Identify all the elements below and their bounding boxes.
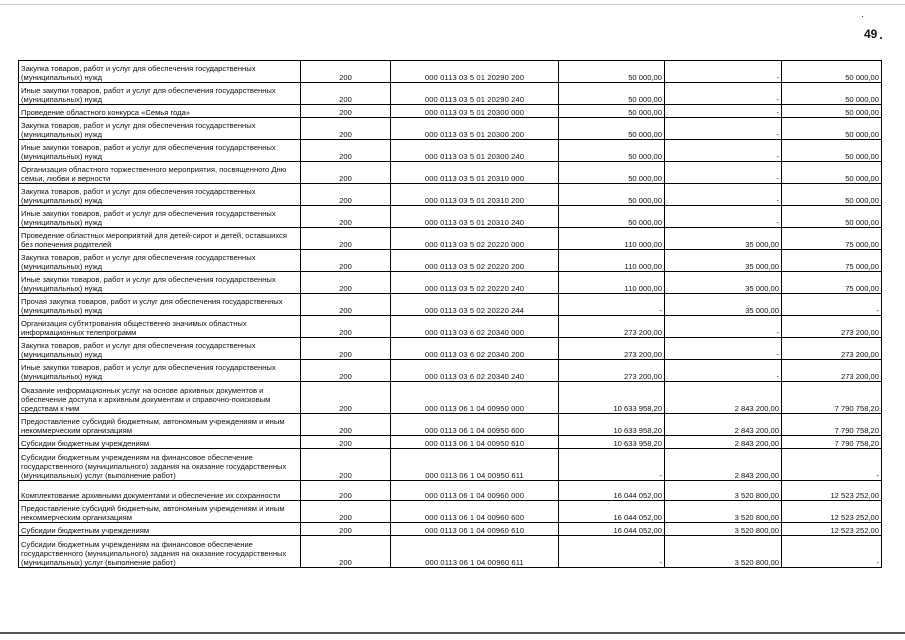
row-rest: 7 790 758,20 [782,414,882,436]
row-done: 2 843 200,00 [665,414,782,436]
row-plan: 50 000,00 [559,184,665,206]
row-code: 200 [301,338,391,360]
row-done: - [665,316,782,338]
row-code: 200 [301,61,391,83]
row-kbk: 000 0113 03 6 02 20340 000 [391,316,559,338]
row-rest: 50 000,00 [782,140,882,162]
row-rest: 12 523 252,00 [782,523,882,536]
row-name: Оказание информационных услуг на основе архивных документов и обеспечение доступа к архивным документам и справочно-поисковым средствам к ним [19,382,301,414]
row-rest: 75 000,00 [782,272,882,294]
table-row [19,250,882,272]
row-rest: - [782,294,882,316]
row-plan: 10 633 958,20 [559,382,665,414]
row-kbk: 000 0113 06 1 04 00950 600 [391,414,559,436]
row-kbk: 000 0113 06 1 04 00950 611 [391,449,559,481]
table-row [19,184,882,206]
row-name: Закупка товаров, работ и услуг для обеспечения государственных (муниципальных) нужд [19,184,301,206]
row-kbk: 000 0113 06 1 04 00950 610 [391,436,559,449]
row-plan: - [559,449,665,481]
row-done: 3 520 800,00 [665,481,782,501]
row-kbk: 000 0113 06 1 04 00960 610 [391,523,559,536]
row-kbk: 000 0113 03 5 02 20220 000 [391,228,559,250]
row-rest: 50 000,00 [782,118,882,140]
row-code: 200 [301,228,391,250]
row-rest: 50 000,00 [782,184,882,206]
row-plan: 273 200,00 [559,316,665,338]
row-rest: 50 000,00 [782,162,882,184]
row-kbk: 000 0113 03 6 02 20340 200 [391,338,559,360]
row-code: 200 [301,316,391,338]
row-rest: - [782,449,882,481]
row-done: - [665,61,782,83]
row-rest: - [782,536,882,568]
table-row [19,162,882,184]
row-done: 2 843 200,00 [665,382,782,414]
table-row [19,449,882,481]
row-name: Комплектование архивными документами и обеспечение их сохранности [19,481,301,501]
row-name: Организация субтитрования общественно значимых областных информационных телепрограмм [19,316,301,338]
table-row [19,61,882,83]
row-name: Проведение областных мероприятий для детей-сирот и детей, оставшихся без попечения родителей [19,228,301,250]
budget-table-body [19,61,882,568]
row-kbk: 000 0113 03 5 01 20290 200 [391,61,559,83]
row-done: - [665,184,782,206]
row-plan: 110 000,00 [559,228,665,250]
row-done: 35 000,00 [665,272,782,294]
row-done: 3 520 800,00 [665,523,782,536]
row-kbk: 000 0113 03 5 01 20290 240 [391,83,559,105]
row-code: 200 [301,272,391,294]
row-code: 200 [301,414,391,436]
row-code: 200 [301,184,391,206]
table-row [19,228,882,250]
row-done: - [665,83,782,105]
row-kbk: 000 0113 06 1 04 00960 600 [391,501,559,523]
row-plan: 50 000,00 [559,140,665,162]
table-row [19,501,882,523]
row-plan: 50 000,00 [559,61,665,83]
table-row [19,481,882,501]
row-name: Иные закупки товаров, работ и услуг для обеспечения государственных (муниципальных) нужд [19,83,301,105]
row-name: Иные закупки товаров, работ и услуг для обеспечения государственных (муниципальных) нужд [19,272,301,294]
row-rest: 273 200,00 [782,316,882,338]
row-name: Субсидии бюджетным учреждениям на финансовое обеспечение государственного (муниципального) задания на оказание государственных (муниципальных) услуг (выполнение работ) [19,449,301,481]
table-row [19,338,882,360]
row-plan: 50 000,00 [559,105,665,118]
row-kbk: 000 0113 03 6 02 20340 240 [391,360,559,382]
row-done: 3 520 800,00 [665,536,782,568]
row-plan: 273 200,00 [559,360,665,382]
row-kbk: 000 0113 03 5 01 20300 000 [391,105,559,118]
row-name: Проведение областного конкурса «Семья года» [19,105,301,118]
row-code: 200 [301,250,391,272]
row-code: 200 [301,162,391,184]
row-code: 200 [301,382,391,414]
row-rest: 50 000,00 [782,105,882,118]
row-plan: 50 000,00 [559,118,665,140]
table-row [19,206,882,228]
row-done: - [665,105,782,118]
row-code: 200 [301,294,391,316]
scan-speck [880,37,882,39]
table-row [19,536,882,568]
row-rest: 75 000,00 [782,250,882,272]
row-rest: 12 523 252,00 [782,481,882,501]
row-code: 200 [301,140,391,162]
row-name: Иные закупки товаров, работ и услуг для обеспечения государственных (муниципальных) нужд [19,360,301,382]
row-done: - [665,206,782,228]
row-plan: 50 000,00 [559,83,665,105]
row-kbk: 000 0113 03 5 01 20310 200 [391,184,559,206]
table-row [19,272,882,294]
row-code: 200 [301,105,391,118]
row-done: 2 843 200,00 [665,436,782,449]
table-row [19,105,882,118]
row-kbk: 000 0113 06 1 04 00950 000 [391,382,559,414]
bottom-rule [0,632,905,634]
row-done: - [665,118,782,140]
row-rest: 273 200,00 [782,360,882,382]
row-done: 35 000,00 [665,250,782,272]
row-code: 200 [301,436,391,449]
row-name: Субсидии бюджетным учреждениям [19,436,301,449]
row-rest: 7 790 758,20 [782,382,882,414]
row-name: Субсидии бюджетным учреждениям на финансовое обеспечение государственного (муниципального) задания на оказание государственных (муниципальных) услуг (выполнение работ) [19,536,301,568]
row-kbk: 000 0113 03 5 01 20310 240 [391,206,559,228]
table-row [19,118,882,140]
row-code: 200 [301,523,391,536]
row-plan: 10 633 958,20 [559,414,665,436]
row-name: Закупка товаров, работ и услуг для обеспечения государственных (муниципальных) нужд [19,338,301,360]
row-plan: - [559,294,665,316]
budget-table [18,60,882,568]
row-kbk: 000 0113 03 5 02 20220 200 [391,250,559,272]
row-rest: 75 000,00 [782,228,882,250]
row-plan: 50 000,00 [559,162,665,184]
row-done: 35 000,00 [665,228,782,250]
table-row [19,414,882,436]
row-plan: 110 000,00 [559,272,665,294]
row-code: 200 [301,449,391,481]
row-code: 200 [301,206,391,228]
row-done: - [665,360,782,382]
row-name: Иные закупки товаров, работ и услуг для обеспечения государственных (муниципальных) нужд [19,140,301,162]
row-kbk: 000 0113 03 5 02 20220 244 [391,294,559,316]
scan-speck [862,16,863,17]
row-done: - [665,162,782,184]
row-name: Предоставление субсидий бюджетным, автономным учреждениям и иным некоммерческим организациям [19,414,301,436]
table-row [19,360,882,382]
table-row [19,436,882,449]
row-plan: 10 633 958,20 [559,436,665,449]
row-code: 200 [301,481,391,501]
row-rest: 50 000,00 [782,206,882,228]
row-name: Закупка товаров, работ и услуг для обеспечения государственных (муниципальных) нужд [19,250,301,272]
table-row [19,294,882,316]
row-code: 200 [301,118,391,140]
row-name: Предоставление субсидий бюджетным, автономным учреждениям и иным некоммерческим организациям [19,501,301,523]
row-code: 200 [301,83,391,105]
row-name: Субсидии бюджетным учреждениям [19,523,301,536]
row-code: 200 [301,501,391,523]
row-plan: 16 044 052,00 [559,481,665,501]
table-row [19,382,882,414]
row-done: - [665,338,782,360]
row-rest: 7 790 758,20 [782,436,882,449]
row-name: Организация областного торжественного мероприятия, посвященного Дню семьи, любви и верности [19,162,301,184]
row-plan: 16 044 052,00 [559,523,665,536]
row-name: Иные закупки товаров, работ и услуг для обеспечения государственных (муниципальных) нужд [19,206,301,228]
row-plan: 50 000,00 [559,206,665,228]
row-name: Закупка товаров, работ и услуг для обеспечения государственных (муниципальных) нужд [19,118,301,140]
row-rest: 273 200,00 [782,338,882,360]
row-rest: 50 000,00 [782,61,882,83]
page-number: 49 [864,27,878,41]
row-done: 3 520 800,00 [665,501,782,523]
row-kbk: 000 0113 03 5 01 20300 200 [391,118,559,140]
row-done: - [665,140,782,162]
row-rest: 50 000,00 [782,83,882,105]
row-done: 35 000,00 [665,294,782,316]
row-plan: 273 200,00 [559,338,665,360]
top-rule [0,4,905,5]
table-row [19,316,882,338]
row-kbk: 000 0113 06 1 04 00960 000 [391,481,559,501]
row-kbk: 000 0113 03 5 01 20300 240 [391,140,559,162]
row-done: 2 843 200,00 [665,449,782,481]
row-name: Прочая закупка товаров, работ и услуг для обеспечения государственных (муниципальных) нужд [19,294,301,316]
row-plan: 110 000,00 [559,250,665,272]
table-row [19,523,882,536]
row-name: Закупка товаров, работ и услуг для обеспечения государственных (муниципальных) нужд [19,61,301,83]
row-code: 200 [301,360,391,382]
row-plan: 16 044 052,00 [559,501,665,523]
row-plan: - [559,536,665,568]
row-kbk: 000 0113 03 5 02 20220 240 [391,272,559,294]
table-row [19,140,882,162]
row-rest: 12 523 252,00 [782,501,882,523]
row-code: 200 [301,536,391,568]
table-row [19,83,882,105]
row-kbk: 000 0113 03 5 01 20310 000 [391,162,559,184]
row-kbk: 000 0113 06 1 04 00960 611 [391,536,559,568]
